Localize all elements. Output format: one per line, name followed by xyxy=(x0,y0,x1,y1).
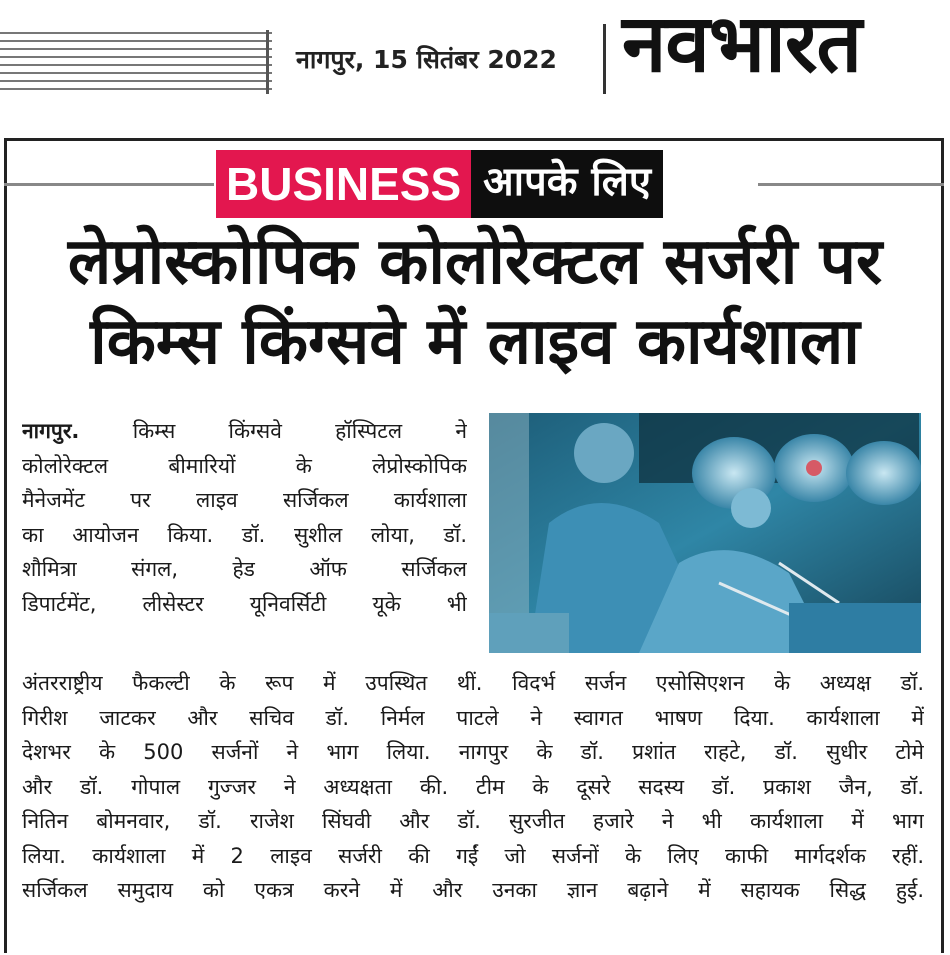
body-line: डिपार्टमेंट, लीसेस्टर यूनिवर्सिटी यूके भी xyxy=(22,591,467,616)
body-line: मैनेजमेंट पर लाइव सर्जिकल कार्यशाला xyxy=(22,488,467,512)
masthead xyxy=(0,0,950,108)
body-line: कोलोरेक्टल बीमारियों के लेप्रोस्कोपिक xyxy=(22,453,467,478)
section-rule-right xyxy=(758,183,944,186)
article-body-full-width xyxy=(22,666,924,908)
body-line: सर्जिकल समुदाय को एकत्र करने में और उनका ज्ञान बढ़ाने में सहायक सिद्ध हुई. xyxy=(22,878,924,902)
surgery-photo-icon xyxy=(489,413,921,653)
newspaper-logo: नवभारत xyxy=(622,0,862,90)
section-rule-left xyxy=(4,183,214,186)
body-line: देशभर के 500 सर्जनों ने भाग लिया. नागपुर के डॉ. प्रशांत राहटे, डॉ. सुधीर टोमे xyxy=(22,740,924,764)
body-line: का आयोजन किया. डॉ. सुशील लोया, डॉ. xyxy=(22,522,467,547)
headline-line-2: किम्स किंग्सवे में लाइव कार्यशाला xyxy=(90,305,860,379)
section-banner xyxy=(216,150,663,218)
article-body-column xyxy=(22,414,467,621)
surgery-photo xyxy=(489,413,921,653)
body-line: नितिन बोमनवार, डॉ. राजेश सिंघवी और डॉ. सुरजीत हजारे ने भी कार्यशाला में भाग xyxy=(22,809,924,833)
section-label-business: BUSINESS xyxy=(216,150,471,218)
body-line xyxy=(22,414,467,449)
body-line: अंतरराष्ट्रीय फैकल्टी के रूप में उपस्थित थीं. विदर्भ सर्जन एसोसिएशन के अध्यक्ष डॉ. xyxy=(22,671,924,695)
decorative-rules xyxy=(0,32,272,92)
headline xyxy=(20,222,930,382)
headline-line-1: लेप्रोस्कोपिक कोलोरेक्टल सर्जरी पर xyxy=(67,225,883,299)
body-line: शौमित्रा संगल, हेड ऑफ सर्जिकल xyxy=(22,557,467,581)
body-line-text: किम्स किंग्सवे हॉस्पिटल ने xyxy=(132,419,467,443)
dateline: नागपुर, 15 सितंबर 2022 xyxy=(296,45,557,74)
rules-divider xyxy=(266,30,269,94)
dateline-lead: नागपुर. xyxy=(22,419,80,443)
body-line: गिरीश जाटकर और सचिव डॉ. निर्मल पाटले ने स्वागत भाषण दिया. कार्यशाला में xyxy=(22,705,924,730)
masthead-divider xyxy=(603,24,606,94)
body-line: लिया. कार्यशाला में 2 लाइव सर्जरी की गईं जो सर्जनों के लिए काफी मार्गदर्शक रहीं. xyxy=(22,843,924,868)
body-line: और डॉ. गोपाल गुज्जर ने अध्यक्षता की. टीम के दूसरे सदस्य डॉ. प्रकाश जैन, डॉ. xyxy=(22,774,924,799)
section-label-hindi: आपके लिए xyxy=(471,150,663,218)
